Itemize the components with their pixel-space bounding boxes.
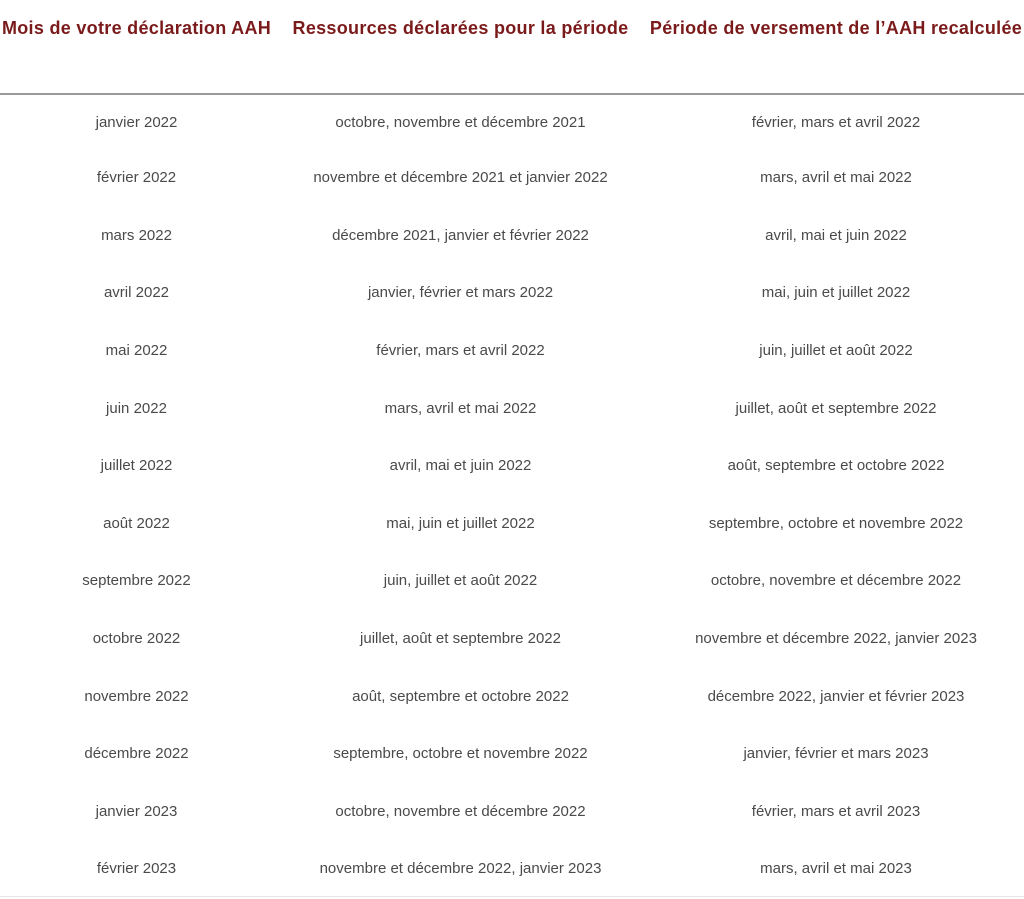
cell-declared-resources: juillet, août et septembre 2022 bbox=[360, 630, 561, 648]
cell-declared-resources: octobre, novembre et décembre 2022 bbox=[335, 802, 586, 820]
cell-payment-period: avril, mai et juin 2022 bbox=[765, 226, 907, 244]
table-row bbox=[0, 207, 1024, 265]
cell-declaration-month: décembre 2022 bbox=[84, 745, 189, 763]
table-row bbox=[0, 725, 1024, 783]
table-row bbox=[0, 495, 1024, 553]
cell-declaration-month: janvier 2022 bbox=[95, 113, 178, 131]
table-bottom-divider bbox=[0, 896, 1024, 897]
cell-declared-resources: mai, juin et juillet 2022 bbox=[386, 514, 535, 532]
table-row bbox=[0, 149, 1024, 207]
cell-declaration-month: août 2022 bbox=[103, 514, 170, 532]
cell-declared-resources: novembre et décembre 2021 et janvier 2022 bbox=[313, 169, 608, 187]
cell-declaration-month: octobre 2022 bbox=[92, 630, 181, 648]
cell-declared-resources: novembre et décembre 2022, janvier 2023 bbox=[319, 860, 602, 878]
cell-declared-resources: février, mars et avril 2022 bbox=[376, 342, 545, 360]
cell-declaration-month: novembre 2022 bbox=[84, 687, 189, 705]
cell-declaration-month: janvier 2023 bbox=[95, 802, 178, 820]
cell-declaration-month: juin 2022 bbox=[106, 399, 167, 417]
cell-declaration-month: avril 2022 bbox=[103, 284, 170, 302]
cell-payment-period: mars, avril et mai 2023 bbox=[760, 860, 912, 878]
table-row bbox=[0, 379, 1024, 437]
cell-declared-resources: avril, mai et juin 2022 bbox=[389, 457, 532, 475]
cell-declared-resources: septembre, octobre et novembre 2022 bbox=[333, 745, 588, 763]
cell-payment-period: janvier, février et mars 2023 bbox=[743, 745, 929, 763]
cell-declaration-month: mars 2022 bbox=[101, 226, 172, 244]
cell-declaration-month: février 2023 bbox=[96, 860, 177, 878]
header-declared-resources: Ressources déclarées pour la période bbox=[292, 18, 629, 38]
header-declaration-month: Mois de votre déclaration AAH bbox=[1, 18, 272, 38]
table-row bbox=[0, 95, 1024, 149]
cell-declared-resources: août, septembre et octobre 2022 bbox=[352, 687, 569, 705]
cell-payment-period: septembre, octobre et novembre 2022 bbox=[708, 514, 964, 532]
cell-payment-period: mars, avril et mai 2022 bbox=[760, 169, 912, 187]
cell-payment-period: juin, juillet et août 2022 bbox=[759, 342, 913, 360]
table-header bbox=[0, 0, 1024, 95]
header-payment-period: Période de versement de l’AAH recalculée bbox=[649, 18, 1023, 38]
cell-payment-period: octobre, novembre et décembre 2022 bbox=[710, 572, 962, 590]
cell-declared-resources: décembre 2021, janvier et février 2022 bbox=[332, 226, 589, 244]
table-row bbox=[0, 437, 1024, 495]
cell-declared-resources: octobre, novembre et décembre 2021 bbox=[335, 113, 586, 131]
cell-payment-period: février, mars et avril 2022 bbox=[751, 113, 921, 131]
table-row bbox=[0, 552, 1024, 610]
table-row bbox=[0, 840, 1024, 898]
cell-declared-resources: janvier, février et mars 2022 bbox=[367, 284, 554, 302]
cell-payment-period: novembre et décembre 2022, janvier 2023 bbox=[695, 630, 977, 648]
cell-payment-period: février, mars et avril 2023 bbox=[751, 802, 921, 820]
cell-declared-resources: juin, juillet et août 2022 bbox=[383, 572, 538, 590]
cell-payment-period: juillet, août et septembre 2022 bbox=[735, 399, 937, 417]
cell-declared-resources: mars, avril et mai 2022 bbox=[384, 399, 537, 417]
table-row bbox=[0, 667, 1024, 725]
table-row bbox=[0, 610, 1024, 668]
table-row bbox=[0, 783, 1024, 841]
cell-payment-period: août, septembre et octobre 2022 bbox=[727, 457, 945, 475]
cell-payment-period: décembre 2022, janvier et février 2023 bbox=[707, 687, 965, 705]
table-row bbox=[0, 264, 1024, 322]
cell-declaration-month: février 2022 bbox=[96, 169, 177, 187]
cell-declaration-month: juillet 2022 bbox=[100, 457, 173, 475]
cell-payment-period: mai, juin et juillet 2022 bbox=[761, 284, 911, 302]
cell-declaration-month: septembre 2022 bbox=[82, 572, 191, 590]
cell-declaration-month: mai 2022 bbox=[105, 342, 168, 360]
table-row bbox=[0, 322, 1024, 380]
table-body bbox=[0, 95, 1024, 898]
